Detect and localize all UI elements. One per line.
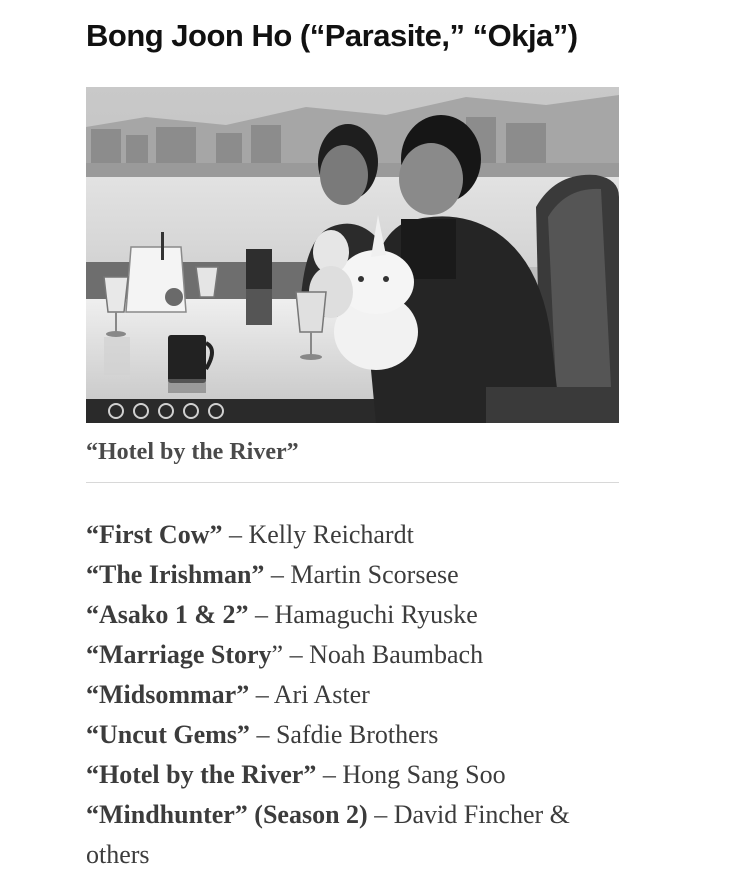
- director-name: Hong Sang Soo: [342, 760, 506, 789]
- director-name: Hamaguchi Ryuske: [274, 600, 478, 629]
- director-name: Martin Scorsese: [290, 560, 459, 589]
- film-title: “Hotel by the River”: [86, 760, 317, 789]
- film-title: “Midsommar”: [86, 680, 250, 709]
- list-item: [86, 515, 586, 555]
- separator: –: [249, 720, 276, 749]
- page-title: Bong Joon Ho (“Parasite,” “Okja”): [86, 18, 578, 53]
- film-title: “Asako 1 & 2”: [86, 600, 249, 629]
- film-title: “Marriage Story: [86, 640, 272, 669]
- separator: ” –: [271, 640, 310, 669]
- separator: –: [264, 560, 291, 589]
- separator: –: [249, 680, 274, 709]
- photo-caption: “Hotel by the River”: [86, 439, 299, 465]
- director-name: David Fincher & others: [86, 800, 570, 869]
- list-item: [86, 795, 586, 875]
- list-item: [86, 555, 586, 595]
- list-item: [86, 755, 586, 795]
- film-title: “The Irishman”: [86, 560, 265, 589]
- separator: –: [248, 600, 275, 629]
- director-name: Safdie Brothers: [275, 720, 439, 749]
- separator: –: [222, 520, 249, 549]
- list-item: [86, 715, 586, 755]
- list-item: [86, 675, 586, 715]
- list-item: [86, 595, 586, 635]
- director-name: Ari Aster: [273, 680, 370, 709]
- film-still-image: [86, 87, 619, 423]
- separator: –: [316, 760, 343, 789]
- film-title: “Mindhunter” (Season 2): [86, 800, 368, 829]
- list-item: [86, 635, 586, 675]
- separator: –: [367, 800, 394, 829]
- film-title: “Uncut Gems”: [86, 720, 250, 749]
- film-list: [86, 515, 586, 875]
- film-title: “First Cow”: [86, 520, 223, 549]
- director-name: Noah Baumbach: [309, 640, 484, 669]
- divider: [86, 482, 619, 483]
- director-name: Kelly Reichardt: [248, 520, 414, 549]
